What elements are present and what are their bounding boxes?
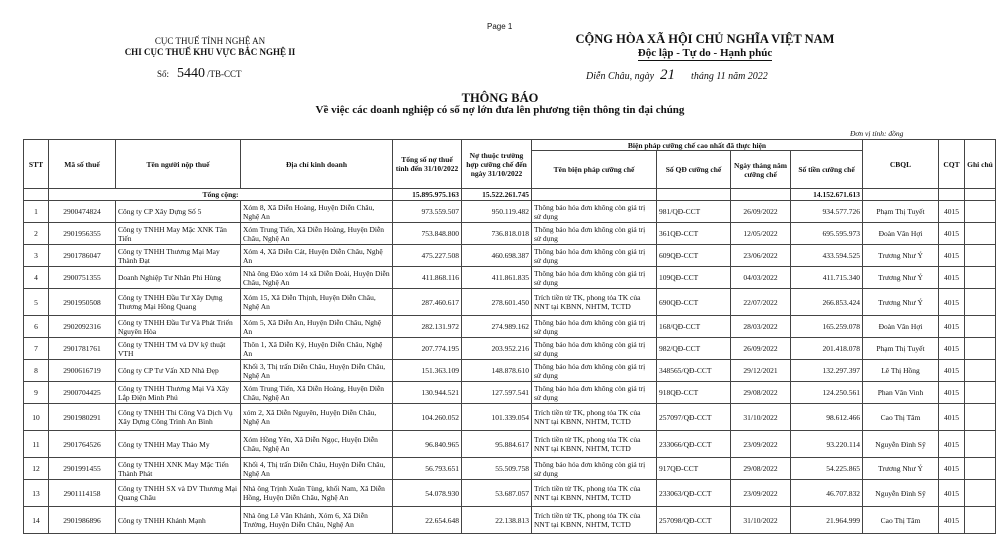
row-measure: Thông báo hóa đơn không còn giá trị sử dụng bbox=[532, 458, 657, 480]
header-tax-code: Mã số thuế bbox=[49, 140, 116, 189]
row-cbql: Nguyễn Đình Sỹ bbox=[863, 431, 939, 458]
row-coerced-amount: 54.225.865 bbox=[791, 458, 863, 480]
row-address: Thôn 1, Xã Diễn Kỷ, Huyện Diễn Châu, Nghệ An bbox=[241, 338, 393, 360]
row-stt: 6 bbox=[24, 316, 49, 338]
row-note bbox=[965, 382, 996, 404]
row-decision-no: 233066/QĐ-CCT bbox=[657, 431, 731, 458]
doc-number-suffix: /TB-CCT bbox=[207, 69, 242, 79]
row-decision-no: 981/QĐ-CCT bbox=[657, 201, 731, 223]
row-note bbox=[965, 267, 996, 289]
row-cbql: Cao Thị Tâm bbox=[863, 404, 939, 431]
row-coerced-amount: 21.964.999 bbox=[791, 507, 863, 534]
row-tax-code: 2901986896 bbox=[49, 507, 116, 534]
row-cbql: Cao Thị Tâm bbox=[863, 507, 939, 534]
date-rest: tháng 11 năm 2022 bbox=[691, 71, 768, 82]
table-row bbox=[24, 201, 996, 223]
row-address: Nhà ông Đào xóm 14 xã Diễn Đoài, Huyện Diễn Châu, Nghệ An bbox=[241, 267, 393, 289]
row-tax-code: 2901114158 bbox=[49, 480, 116, 507]
header-coercible: Nợ thuộc trường hợp cưỡng chế đến ngày 31/10/2022 bbox=[462, 140, 532, 189]
row-stt: 5 bbox=[24, 289, 49, 316]
row-taxpayer: Công ty CP Tư Vấn XD Nhà Đẹp bbox=[116, 360, 241, 382]
header-measure-group: Biện pháp cưỡng chế cao nhất đã thực hiện bbox=[532, 140, 863, 151]
row-address: Nhà ông Trịnh Xuân Tùng, khối Nam, Xã Diễn Hồng, Huyện Diễn Châu, Nghệ An bbox=[241, 480, 393, 507]
row-measure: Thông báo hóa đơn không còn giá trị sử dụng bbox=[532, 267, 657, 289]
row-coercible: 460.698.387 bbox=[462, 245, 532, 267]
row-decision-date: 04/03/2022 bbox=[731, 267, 791, 289]
row-coerced-amount: 411.715.340 bbox=[791, 267, 863, 289]
national-title: CỘNG HÒA XÃ HỘI CHỦ NGHĨA VIỆT NAM bbox=[575, 32, 835, 46]
row-decision-no: 109QĐ-CCT bbox=[657, 267, 731, 289]
row-decision-no: 257097/QĐ-CCT bbox=[657, 404, 731, 431]
row-stt: 9 bbox=[24, 382, 49, 404]
row-measure: Trích tiền từ TK, phong tỏa TK của NNT tại KBNN, NHTM, TCTD bbox=[532, 480, 657, 507]
row-coerced-amount: 46.707.832 bbox=[791, 480, 863, 507]
unit-note: Đơn vị tính: đồng bbox=[850, 129, 904, 138]
document-number bbox=[157, 66, 242, 82]
table-row bbox=[24, 289, 996, 316]
header-cqt: CQT bbox=[939, 140, 965, 189]
row-taxpayer: Công ty TNHH May Mặc XNK Tân Tiến bbox=[116, 223, 241, 245]
row-note bbox=[965, 338, 996, 360]
row-coercible: 411.861.835 bbox=[462, 267, 532, 289]
row-cbql: Phạm Thị Tuyết bbox=[863, 201, 939, 223]
totals-coercible: 15.522.261.745 bbox=[462, 189, 532, 201]
row-total-debt: 207.774.195 bbox=[393, 338, 462, 360]
row-note bbox=[965, 431, 996, 458]
row-cbql: Trương Như Ý bbox=[863, 289, 939, 316]
row-decision-no: 690QĐ-CCT bbox=[657, 289, 731, 316]
totals-label: Tổng cộng: bbox=[49, 189, 393, 201]
row-taxpayer: Công ty TNHH Khánh Mạnh bbox=[116, 507, 241, 534]
row-total-debt: 282.131.972 bbox=[393, 316, 462, 338]
row-tax-code: 2901980291 bbox=[49, 404, 116, 431]
row-coercible: 22.138.813 bbox=[462, 507, 532, 534]
page-label: Page 1 bbox=[487, 22, 513, 31]
header-taxpayer: Tên người nộp thuế bbox=[116, 140, 241, 189]
row-tax-code: 2901991455 bbox=[49, 458, 116, 480]
row-total-debt: 22.654.648 bbox=[393, 507, 462, 534]
agency-parent: CỤC THUẾ TỈNH NGHỆ AN bbox=[154, 36, 266, 46]
row-note bbox=[965, 458, 996, 480]
row-stt: 13 bbox=[24, 480, 49, 507]
row-decision-no: 361QĐ-CCT bbox=[657, 223, 731, 245]
row-measure: Trích tiền từ TK, phong tỏa TK của NNT tại KBNN, NHTM, TCTD bbox=[532, 289, 657, 316]
row-coerced-amount: 266.853.424 bbox=[791, 289, 863, 316]
row-coerced-amount: 201.418.078 bbox=[791, 338, 863, 360]
row-decision-date: 23/09/2022 bbox=[731, 480, 791, 507]
date-place: Diễn Châu, ngày bbox=[586, 71, 655, 82]
row-stt: 14 bbox=[24, 507, 49, 534]
row-total-debt: 96.840.965 bbox=[393, 431, 462, 458]
row-total-debt: 973.559.507 bbox=[393, 201, 462, 223]
row-tax-code: 2902092316 bbox=[49, 316, 116, 338]
row-coerced-amount: 132.297.397 bbox=[791, 360, 863, 382]
row-decision-no: 348565/QĐ-CCT bbox=[657, 360, 731, 382]
totals-coerced-amount: 14.152.671.613 bbox=[791, 189, 863, 201]
row-coercible: 203.952.216 bbox=[462, 338, 532, 360]
totals-row bbox=[24, 189, 996, 201]
doc-number-value: 5440 bbox=[177, 66, 206, 81]
row-stt: 1 bbox=[24, 201, 49, 223]
row-total-debt: 56.793.651 bbox=[393, 458, 462, 480]
row-coercible: 274.989.162 bbox=[462, 316, 532, 338]
row-total-debt: 130.944.521 bbox=[393, 382, 462, 404]
row-address: Khối 3, Thị trấn Diễn Châu, Huyện Diễn Châu, Nghệ An bbox=[241, 360, 393, 382]
row-tax-code: 2901781761 bbox=[49, 338, 116, 360]
row-measure: Trích tiền từ TK, phong tỏa TK của NNT tại KBNN, NHTM, TCTD bbox=[532, 404, 657, 431]
date-day: 21 bbox=[660, 67, 676, 83]
row-total-debt: 104.260.052 bbox=[393, 404, 462, 431]
row-total-debt: 287.460.617 bbox=[393, 289, 462, 316]
row-measure: Thông báo hóa đơn không còn giá trị sử dụng bbox=[532, 360, 657, 382]
row-measure: Thông báo hóa đơn không còn giá trị sử dụng bbox=[532, 223, 657, 245]
row-cbql: Lê Thị Hồng bbox=[863, 360, 939, 382]
row-cbql: Trương Như Ý bbox=[863, 245, 939, 267]
row-note bbox=[965, 360, 996, 382]
table-row bbox=[24, 458, 996, 480]
national-motto bbox=[555, 47, 855, 59]
table-row bbox=[24, 480, 996, 507]
row-taxpayer: Công ty TNHH XNK May Mặc Tiến Thành Phát bbox=[116, 458, 241, 480]
row-cbql: Trương Như Ý bbox=[863, 458, 939, 480]
row-cqt: 4015 bbox=[939, 382, 965, 404]
header-measure-name: Tên biện pháp cưỡng chế bbox=[532, 151, 657, 189]
row-coercible: 148.878.610 bbox=[462, 360, 532, 382]
motto-text: Độc lập - Tự do - Hạnh phúc bbox=[637, 47, 773, 59]
row-decision-date: 22/07/2022 bbox=[731, 289, 791, 316]
header-note: Ghi chú bbox=[965, 140, 996, 189]
row-address: Xóm 15, Xã Diễn Thịnh, Huyện Diễn Châu, Nghệ An bbox=[241, 289, 393, 316]
row-tax-code: 2900704425 bbox=[49, 382, 116, 404]
table-row bbox=[24, 245, 996, 267]
row-measure: Thông báo hóa đơn không còn giá trị sử dụng bbox=[532, 382, 657, 404]
table-row bbox=[24, 404, 996, 431]
row-taxpayer: Công ty TNHH May Thảo My bbox=[116, 431, 241, 458]
row-coerced-amount: 93.220.114 bbox=[791, 431, 863, 458]
row-coerced-amount: 433.594.525 bbox=[791, 245, 863, 267]
row-cqt: 4015 bbox=[939, 223, 965, 245]
table-row bbox=[24, 360, 996, 382]
table-row bbox=[24, 338, 996, 360]
row-coercible: 101.339.054 bbox=[462, 404, 532, 431]
row-note bbox=[965, 480, 996, 507]
row-measure: Thông báo hóa đơn không còn giá trị sử dụng bbox=[532, 245, 657, 267]
header-decision-date: Ngày tháng năm cưỡng chế bbox=[731, 151, 791, 189]
row-taxpayer: Công ty TNHH Thương Mại May Thành Đạt bbox=[116, 245, 241, 267]
row-cqt: 4015 bbox=[939, 507, 965, 534]
row-address: Khối 4, Thị trấn Diễn Châu, Huyện Diễn Châu, Nghệ An bbox=[241, 458, 393, 480]
row-tax-code: 2901956355 bbox=[49, 223, 116, 245]
row-coerced-amount: 934.577.726 bbox=[791, 201, 863, 223]
header-coerced-amount: Số tiền cưỡng chế bbox=[791, 151, 863, 189]
row-cbql: Đoàn Văn Hợi bbox=[863, 316, 939, 338]
row-taxpayer: Công ty CP Xây Dựng Số 5 bbox=[116, 201, 241, 223]
header-decision-no: Số QĐ cưỡng chế bbox=[657, 151, 731, 189]
row-total-debt: 151.363.109 bbox=[393, 360, 462, 382]
row-stt: 7 bbox=[24, 338, 49, 360]
row-cbql: Phạm Thị Tuyết bbox=[863, 338, 939, 360]
row-address: Nhà ông Lê Văn Khánh, Xóm 6, Xã Diễn Trường, Huyện Diễn Châu, Nghệ An bbox=[241, 507, 393, 534]
agency-name: CHI CỤC THUẾ KHU VỰC BẮC NGHỆ II bbox=[124, 47, 296, 57]
row-decision-date: 26/09/2022 bbox=[731, 338, 791, 360]
row-decision-no: 168/QĐ-CCT bbox=[657, 316, 731, 338]
row-address: Xóm Trung Tiến, Xã Diễn Hoàng, Huyện Diễn Châu, Nghệ An bbox=[241, 223, 393, 245]
header-cbql: CBQL bbox=[863, 140, 939, 189]
row-coercible: 736.818.018 bbox=[462, 223, 532, 245]
date-line bbox=[586, 67, 768, 84]
row-measure: Trích tiền từ TK, phong tỏa TK của NNT tại KBNN, NHTM, TCTD bbox=[532, 507, 657, 534]
row-coercible: 278.601.450 bbox=[462, 289, 532, 316]
row-stt: 2 bbox=[24, 223, 49, 245]
row-total-debt: 411.868.116 bbox=[393, 267, 462, 289]
row-cqt: 4015 bbox=[939, 289, 965, 316]
row-tax-code: 2901950508 bbox=[49, 289, 116, 316]
row-tax-code: 2900474824 bbox=[49, 201, 116, 223]
row-cqt: 4015 bbox=[939, 267, 965, 289]
row-decision-no: 982/QĐ-CCT bbox=[657, 338, 731, 360]
row-note bbox=[965, 201, 996, 223]
row-decision-date: 29/12/2021 bbox=[731, 360, 791, 382]
row-coercible: 55.509.758 bbox=[462, 458, 532, 480]
row-cbql: Phan Văn Vinh bbox=[863, 382, 939, 404]
row-decision-date: 29/08/2022 bbox=[731, 382, 791, 404]
table-row bbox=[24, 316, 996, 338]
row-cqt: 4015 bbox=[939, 316, 965, 338]
row-cqt: 4015 bbox=[939, 360, 965, 382]
row-taxpayer: Công ty TNHH Đầu Tư Xây Dựng Thương Mại Hồng Quang bbox=[116, 289, 241, 316]
row-cbql: Đoàn Văn Hợi bbox=[863, 223, 939, 245]
row-decision-no: 918QĐ-CCT bbox=[657, 382, 731, 404]
row-address: xóm 2, Xã Diễn Nguyên, Huyện Diễn Châu, Nghệ An bbox=[241, 404, 393, 431]
table-row bbox=[24, 267, 996, 289]
row-tax-code: 2900616719 bbox=[49, 360, 116, 382]
row-measure: Thông báo hóa đơn không còn giá trị sử dụng bbox=[532, 316, 657, 338]
row-cqt: 4015 bbox=[939, 338, 965, 360]
row-decision-date: 28/03/2022 bbox=[731, 316, 791, 338]
row-note bbox=[965, 289, 996, 316]
row-taxpayer: Công ty TNHH TM và DV kỹ thuật VTH bbox=[116, 338, 241, 360]
row-note bbox=[965, 404, 996, 431]
totals-total-debt: 15.895.975.163 bbox=[393, 189, 462, 201]
row-decision-date: 29/08/2022 bbox=[731, 458, 791, 480]
row-coercible: 53.687.057 bbox=[462, 480, 532, 507]
table-row bbox=[24, 507, 996, 534]
row-address: Xóm 8, Xã Diễn Hoàng, Huyện Diễn Châu, Nghệ An bbox=[241, 201, 393, 223]
row-tax-code: 2901764526 bbox=[49, 431, 116, 458]
row-taxpayer: Công ty TNHH Đầu Tư Và Phát Triển Nguyên Hòa bbox=[116, 316, 241, 338]
row-cqt: 4015 bbox=[939, 480, 965, 507]
row-stt: 12 bbox=[24, 458, 49, 480]
row-decision-date: 31/10/2022 bbox=[731, 507, 791, 534]
row-coercible: 95.884.617 bbox=[462, 431, 532, 458]
row-decision-date: 23/06/2022 bbox=[731, 245, 791, 267]
row-address: Xóm 5, Xã Diễn An, Huyện Diễn Châu, Nghệ An bbox=[241, 316, 393, 338]
header-address: Địa chỉ kinh doanh bbox=[241, 140, 393, 189]
row-note bbox=[965, 507, 996, 534]
row-measure: Trích tiền từ TK, phong tỏa TK của NNT tại KBNN, NHTM, TCTD bbox=[532, 431, 657, 458]
row-measure: Thông báo hóa đơn không còn giá trị sử dụng bbox=[532, 338, 657, 360]
row-stt: 4 bbox=[24, 267, 49, 289]
row-cqt: 4015 bbox=[939, 431, 965, 458]
row-measure: Thông báo hóa đơn không còn giá trị sử dụng bbox=[532, 201, 657, 223]
row-decision-no: 233063/QĐ-CCT bbox=[657, 480, 731, 507]
row-total-debt: 54.078.930 bbox=[393, 480, 462, 507]
row-total-debt: 475.227.508 bbox=[393, 245, 462, 267]
row-taxpayer: Công ty TNHH SX và DV Thương Mại Quang Châu bbox=[116, 480, 241, 507]
row-taxpayer: Công ty TNHH Thương Mại Và Xây Lắp Điện Minh Phú bbox=[116, 382, 241, 404]
row-coerced-amount: 124.250.561 bbox=[791, 382, 863, 404]
row-stt: 11 bbox=[24, 431, 49, 458]
row-note bbox=[965, 316, 996, 338]
document-title: THÔNG BÁO bbox=[461, 91, 539, 105]
table-row bbox=[24, 223, 996, 245]
table-row bbox=[24, 382, 996, 404]
doc-number-prefix: Số: bbox=[157, 69, 170, 79]
header-total-debt: Tổng số nợ thuế tính đến 31/10/2022 bbox=[393, 140, 462, 189]
row-stt: 8 bbox=[24, 360, 49, 382]
row-cqt: 4015 bbox=[939, 245, 965, 267]
row-cbql: Nguyễn Đình Sỹ bbox=[863, 480, 939, 507]
row-coerced-amount: 165.259.078 bbox=[791, 316, 863, 338]
debt-table bbox=[23, 139, 996, 534]
row-decision-no: 257098/QĐ-CCT bbox=[657, 507, 731, 534]
row-note bbox=[965, 223, 996, 245]
row-address: Xóm Hồng Yên, Xã Diễn Ngọc, Huyện Diễn Châu, Nghệ An bbox=[241, 431, 393, 458]
row-cbql: Trương Như Ý bbox=[863, 267, 939, 289]
row-total-debt: 753.848.800 bbox=[393, 223, 462, 245]
row-coercible: 127.597.541 bbox=[462, 382, 532, 404]
row-cqt: 4015 bbox=[939, 458, 965, 480]
row-taxpayer: Công ty TNHH Thi Công Và Dịch Vụ Xây Dựng Công Trình An Bình bbox=[116, 404, 241, 431]
row-stt: 3 bbox=[24, 245, 49, 267]
row-coercible: 950.119.482 bbox=[462, 201, 532, 223]
row-address: Xóm Trung Tiến, Xã Diễn Hoàng, Huyện Diễn Châu, Nghệ An bbox=[241, 382, 393, 404]
row-decision-no: 609QĐ-CCT bbox=[657, 245, 731, 267]
header-stt: STT bbox=[24, 140, 49, 189]
row-taxpayer: Doanh Nghiệp Tư Nhân Phi Hùng bbox=[116, 267, 241, 289]
row-address: Xóm 4, Xã Diễn Cát, Huyện Diễn Châu, Nghệ An bbox=[241, 245, 393, 267]
row-decision-date: 12/05/2022 bbox=[731, 223, 791, 245]
row-stt: 10 bbox=[24, 404, 49, 431]
row-tax-code: 2901786047 bbox=[49, 245, 116, 267]
row-cqt: 4015 bbox=[939, 404, 965, 431]
row-decision-date: 31/10/2022 bbox=[731, 404, 791, 431]
row-note bbox=[965, 245, 996, 267]
row-decision-date: 26/09/2022 bbox=[731, 201, 791, 223]
row-tax-code: 2900751355 bbox=[49, 267, 116, 289]
row-cqt: 4015 bbox=[939, 201, 965, 223]
row-coerced-amount: 98.612.466 bbox=[791, 404, 863, 431]
row-coerced-amount: 695.595.973 bbox=[791, 223, 863, 245]
row-decision-date: 23/09/2022 bbox=[731, 431, 791, 458]
document-subtitle: Về việc các doanh nghiệp có số nợ lớn đưa lên phương tiện thông tin đại chúng bbox=[315, 104, 685, 116]
row-decision-no: 917QĐ-CCT bbox=[657, 458, 731, 480]
table-row bbox=[24, 431, 996, 458]
